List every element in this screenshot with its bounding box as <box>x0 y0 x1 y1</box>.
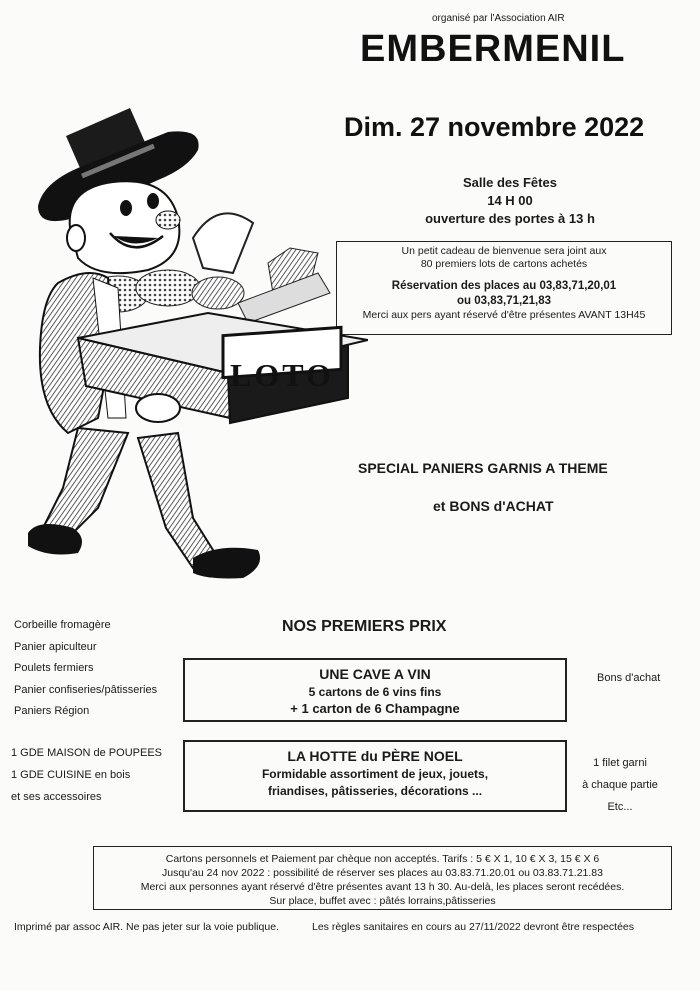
reservation-phone-2: ou 03,83,71,21,83 <box>457 295 551 307</box>
event-date: Dim. 27 novembre 2022 <box>344 112 645 142</box>
loto-mascot-illustration <box>18 88 368 598</box>
list-item: et ses accessoires <box>11 791 102 803</box>
list-item: 1 filet garni <box>593 757 647 769</box>
gift-reservation-box <box>336 241 672 335</box>
list-item: Panier apiculteur <box>14 640 97 653</box>
shopping-vouchers-line: et BONS d'ACHAT <box>433 498 554 514</box>
pricing-info-box <box>93 846 672 910</box>
list-item: 1 GDE CUISINE en bois <box>11 769 131 781</box>
santa-basket-line-1: Formidable assortiment de jeux, jouets, <box>261 767 489 781</box>
venue-block <box>400 174 620 228</box>
prizes-heading: NOS PREMIERS PRIX <box>282 618 447 635</box>
gift-line-1: Un petit cadeau de bienvenue sera joint aux <box>401 245 607 257</box>
venue-hall: Salle des Fêtes <box>463 175 557 190</box>
organizer-text: organisé par l'Association AIR <box>432 13 565 24</box>
sanitary-note: Les règles sanitaires en cours au 27/11/2022 devront être respectées <box>312 921 635 933</box>
booking-line: Jusqu'au 24 nov 2022 : possibilité de réserver ses places au 03.83.71.20.01 ou 03.83.71.21.83 <box>162 867 603 879</box>
prize-list-toys <box>11 742 162 808</box>
special-baskets-line: SPECIAL PANIERS GARNIS A THEME <box>358 460 608 476</box>
list-item: Poulets fermiers <box>14 662 94 674</box>
wine-cellar-line-2: + 1 carton de 6 Champagne <box>290 701 460 716</box>
mascot-face-icon <box>67 181 180 273</box>
list-item: Corbeille fromagère <box>14 619 111 631</box>
mascot-hand-icon <box>136 394 180 422</box>
list-item: Panier confiseries/pâtisseries <box>14 683 158 696</box>
santa-basket-line-2: friandises, pâtisseries, décorations ... <box>267 784 483 798</box>
reservation-phone-1: Réservation des places au 03,83,71,20,01 <box>391 280 617 292</box>
list-item: Etc... <box>607 801 633 813</box>
wine-cellar-line-1: 5 cartons de 6 vins fins <box>308 685 442 699</box>
game-prizes-note <box>575 752 665 818</box>
loto-sign-text: LOTO <box>230 357 334 393</box>
prize-list-food <box>14 615 157 723</box>
arrival-line: Merci aux personnes ayant réservé d'être présentes avant 13 h 30. Au-delà, les places seront recédées. <box>140 881 625 893</box>
buffet-line: Sur place, buffet avec : pâtés lorrains,pâtisseries <box>269 895 496 907</box>
wine-cellar-prize-box <box>183 658 567 722</box>
wine-cellar-title: UNE CAVE A VIN <box>319 666 431 682</box>
santa-basket-prize-box <box>183 740 567 812</box>
arrival-note: Merci aux pers ayant réservé d'être présentes AVANT 13H45 <box>362 309 646 321</box>
list-item: à chaque partie <box>582 779 658 791</box>
printer-note: Imprimé par assoc AIR. Ne pas jeter sur la voie publique. <box>14 921 279 933</box>
venue-doors: ouverture des portes à 13 h <box>425 211 595 226</box>
mascot-legs-icon <box>28 428 260 578</box>
vouchers-label: Bons d'achat <box>597 672 661 684</box>
santa-basket-title: LA HOTTE du PÈRE NOEL <box>287 748 463 764</box>
gift-line-2: 80 premiers lots de cartons achetés <box>420 258 588 270</box>
list-item: 1 GDE MAISON de POUPEES <box>11 747 162 759</box>
pricing-line: Cartons personnels et Paiement par chèque non acceptés. Tarifs : 5 € X 1, 10 € X 3, 15 € X 6 <box>165 853 600 865</box>
venue-time: 14 H 00 <box>487 193 533 208</box>
town-title: EMBERMENIL <box>360 28 626 70</box>
list-item: Paniers Région <box>14 705 90 717</box>
